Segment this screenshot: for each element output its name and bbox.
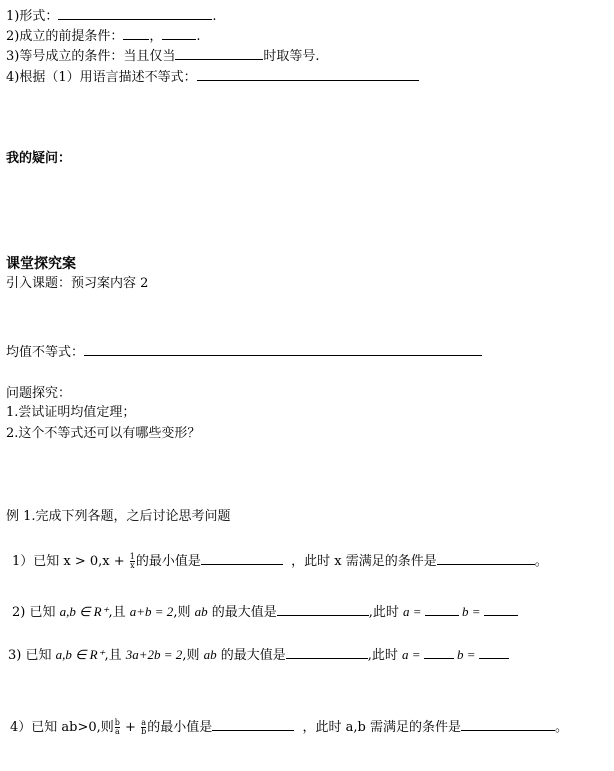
punct: . bbox=[196, 29, 201, 44]
math: a = bbox=[401, 647, 424, 662]
preview-item-3 bbox=[6, 46, 319, 66]
punct: . bbox=[212, 9, 217, 24]
answer-blank[interactable] bbox=[201, 551, 283, 565]
exploration-item: 1.尝试证明均值定理； bbox=[6, 405, 136, 420]
text: ,此时 bbox=[367, 648, 402, 663]
fraction bbox=[115, 719, 120, 736]
label: 1)形式： bbox=[6, 9, 59, 24]
answer-blank[interactable] bbox=[123, 26, 149, 40]
question-1 bbox=[12, 551, 548, 571]
label: 3)等号成立的条件：当且仅当 bbox=[6, 49, 176, 64]
text: ，此时 x 需满足的条件是 bbox=[291, 554, 437, 569]
question-4 bbox=[10, 717, 568, 737]
label: 4)根据（1）用语言描述不等式： bbox=[6, 70, 197, 85]
math: b = bbox=[458, 604, 484, 619]
text: 4）已知 ab>0,则 bbox=[10, 720, 114, 735]
answer-blank[interactable] bbox=[277, 602, 369, 616]
punct: 。 bbox=[554, 720, 568, 735]
math: a+b = 2 bbox=[129, 604, 174, 619]
label: 均值不等式： bbox=[6, 345, 85, 360]
answer-blank[interactable] bbox=[484, 602, 518, 616]
answer-blank[interactable] bbox=[197, 67, 419, 81]
section-title: 课堂探究案 bbox=[6, 256, 76, 272]
preview-item-4 bbox=[6, 67, 419, 87]
text: + bbox=[120, 720, 141, 735]
text: ,则 bbox=[182, 648, 204, 663]
denominator: a bbox=[114, 727, 120, 736]
question-3 bbox=[8, 645, 509, 665]
text: 3) 已知 bbox=[8, 648, 56, 663]
intro-text: 引入课题：预习案内容 2 bbox=[6, 276, 149, 291]
label: 时取等号. bbox=[263, 49, 320, 64]
fraction bbox=[141, 719, 146, 736]
math: 3a+2b = 2 bbox=[125, 647, 183, 662]
answer-blank[interactable] bbox=[424, 645, 454, 659]
fraction bbox=[130, 553, 135, 570]
math: a,b ∈ R⁺ bbox=[55, 647, 105, 662]
text: ，此时 a,b 需满足的条件是 bbox=[302, 720, 461, 735]
preview-item-2 bbox=[6, 26, 201, 46]
answer-blank[interactable] bbox=[461, 717, 555, 731]
answer-blank[interactable] bbox=[162, 26, 196, 40]
mean-inequality bbox=[6, 342, 482, 362]
text: 的最小值是 bbox=[135, 554, 201, 569]
text: ,且 bbox=[104, 648, 126, 663]
math: ab bbox=[203, 647, 217, 662]
answer-blank[interactable] bbox=[437, 551, 535, 565]
answer-blank[interactable] bbox=[175, 46, 263, 60]
math: a = bbox=[402, 604, 425, 619]
questions-heading: 我的疑问： bbox=[6, 151, 72, 166]
answer-blank[interactable] bbox=[58, 6, 212, 20]
label: 2)成立的前提条件： bbox=[6, 29, 124, 44]
denominator: x bbox=[130, 561, 135, 570]
answer-blank[interactable] bbox=[425, 602, 459, 616]
text: 的最大值是 bbox=[216, 648, 286, 663]
numerator: b bbox=[114, 718, 120, 727]
exploration-heading: 问题探究： bbox=[6, 386, 72, 401]
punct: 。 bbox=[534, 554, 548, 569]
text: ,此时 bbox=[368, 605, 403, 620]
text: 1）已知 x > 0,x + bbox=[12, 554, 129, 569]
denominator: b bbox=[141, 727, 147, 736]
text: 的最小值是 bbox=[147, 720, 213, 735]
math: ab bbox=[194, 604, 208, 619]
answer-blank[interactable] bbox=[286, 645, 368, 659]
answer-blank[interactable] bbox=[212, 717, 294, 731]
text: ,且 bbox=[108, 605, 130, 620]
text: 的最大值是 bbox=[207, 605, 277, 620]
exploration-item: 2.这个不等式还可以有哪些变形？ bbox=[6, 426, 201, 441]
preview-item-1 bbox=[6, 6, 216, 26]
question-2 bbox=[12, 602, 518, 622]
text: 2) 已知 bbox=[12, 605, 60, 620]
example-title: 例 1.完成下列各题，之后讨论思考问题 bbox=[6, 509, 231, 524]
punct: ， bbox=[149, 29, 163, 44]
numerator: a bbox=[141, 718, 147, 727]
math: b = bbox=[453, 647, 479, 662]
answer-blank[interactable] bbox=[84, 342, 482, 356]
math: a,b ∈ R⁺ bbox=[59, 604, 109, 619]
answer-blank[interactable] bbox=[479, 645, 509, 659]
text: ,则 bbox=[173, 605, 195, 620]
numerator: 1 bbox=[129, 552, 135, 561]
